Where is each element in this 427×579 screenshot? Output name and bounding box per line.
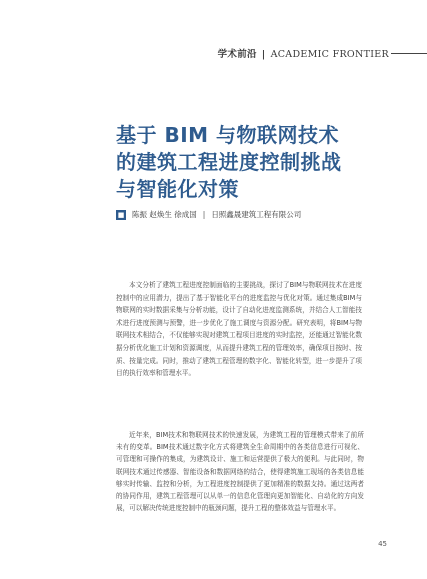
body-paragraph: 近年来，BIM技术和物联网技术的快速发展，为建筑工程的管理模式带来了前所未有的变革。BIM技术通过数字化方式将建筑全生命周期中的各类信息进行可视化、可管理和可操作的集成，为建筑设计、施工和运营提供了极大的便利。与此同时，物联网技术通过传感器、智能设备和数据网络的结合，使得建筑施工现场的各类信息能够实时传输、监控和分析，为工程进度控制提供了更加精准的数据支持。通过这两者的协同作用，建筑工程管理可以从单一的信息化管理向更加智能化、自动化的方向发展，可以解决传统进度控制中的瓶颈问题，提升工程的整体效益与管理水平。 xyxy=(116,431,364,513)
header-separator: | xyxy=(261,49,266,60)
author-mark-icon: ■ xyxy=(117,210,125,219)
article-title: 基于 BIM 与物联网技术的建筑工程进度控制挑战与智能化对策 xyxy=(116,123,342,201)
author-line xyxy=(116,209,301,220)
author-separator: | xyxy=(202,210,206,219)
section-label-zh: 学术前沿 xyxy=(217,49,257,60)
page-number: 45 xyxy=(378,540,387,548)
header-rule xyxy=(391,53,427,54)
section-header xyxy=(218,46,389,60)
abstract: 本文分析了建筑工程进度控制面临的主要挑战，探讨了BIM与物联网技术在进度控制中的应用潜力，提出了基于智能化平台的进度监控与优化对策。通过集成BIM与物联网的实时数据采集与分析功能，设计了自动化进度监测系统，并结合人工智能技术进行进度预测与预警，进一步优化了施工调度与资源分配。研究表明，将BIM与物联网技术相结合，不仅能够实现对建筑工程项目进度的实时监控，还能通过智能化数据分析优化施工计划和资源调度，从而提升建筑工程的管理效率，确保项目按时、按质、按量完成。同时，推动了建筑工程管理的数字化、智能化转型，进一步提升了项目的执行效率和管理水平。 xyxy=(116,281,362,378)
author-affiliation: 日照鑫晟建筑工程有限公司 xyxy=(211,210,302,219)
author-names: 陈振 赵焕生 徐成国 xyxy=(132,210,197,219)
section-label-en: ACADEMIC FRONTIER xyxy=(270,49,389,60)
